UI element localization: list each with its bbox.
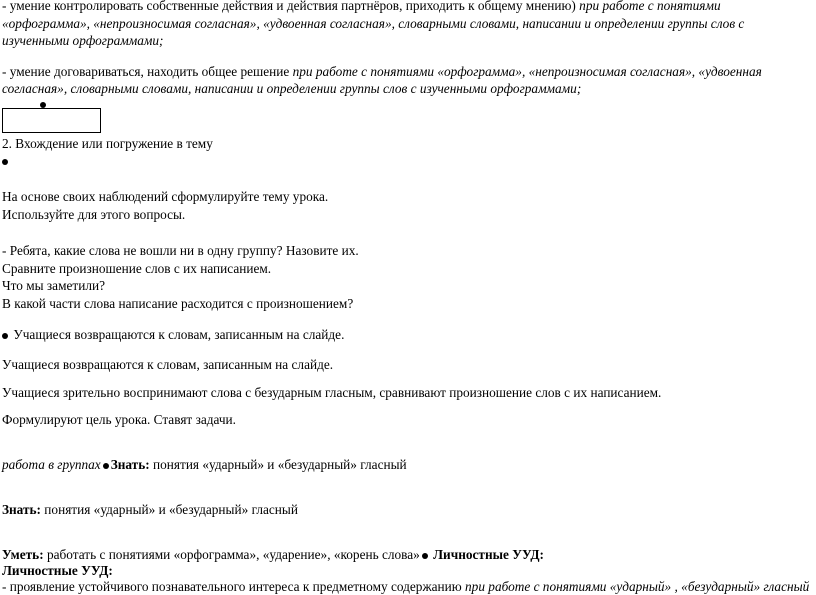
bullet-icon — [2, 333, 8, 339]
bullet-icon — [2, 152, 10, 169]
p2-italic: при работе с понятиями «орфограмма», «непроизносимая согласная», «удвоенная — [289, 64, 762, 79]
question-1: - Ребята, какие слова не вошли ни в одну группу? Назовите их. — [2, 243, 359, 258]
section-heading: 2. Вхождение или погружение в тему — [2, 136, 213, 151]
p2-line1 — [2, 63, 762, 80]
question-4: В какой части слова написание расходится с произношением? — [2, 296, 354, 311]
know-line: Знать: понятия «ударный» и «безударный» гласный — [2, 502, 298, 517]
personal-heading: Личностные УУД: — [2, 563, 113, 578]
question-3: Что мы заметили? — [2, 278, 105, 293]
student-line1: Учащиеся возвращаются к словам, записанным на слайде. — [2, 326, 344, 343]
skills-line: Уметь: работать с понятиями «орфограмма», «ударение», «корень слова» Личностные УУД: — [2, 547, 544, 562]
bullet-icon — [422, 553, 428, 559]
personal-line: - проявление устойчивого познавательного интереса к предметному содержанию при работе с понятиями «ударный» , «безударный» гласный — [2, 579, 810, 594]
bullet-icon — [103, 463, 109, 469]
question-2: Сравните произношение слов с их написанием. — [2, 261, 272, 276]
student-line3: Учащиеся зрительно воспринимают слова с безударным гласным, сравнивают произношение слов с их написанием. — [2, 385, 662, 400]
p1-line3: изученными орфограммами; — [2, 33, 164, 48]
p2-line2: согласная», словарными словами, написании и определении группы слов с изученными орфограммами; — [2, 81, 582, 96]
student-line4: Формулируют цель урока. Ставят задачи. — [2, 412, 236, 427]
p1-line2: «орфограмма», «непроизносимая согласная», «удвоенная согласная», словарными словами, написании и определении группы слов с — [2, 16, 745, 31]
p1-line1 — [2, 0, 721, 14]
task-line2: Используйте для этого вопросы. — [2, 207, 186, 222]
student-line2: Учащиеся возвращаются к словам, записанным на слайде. — [2, 357, 334, 372]
empty-box — [2, 108, 101, 133]
p2-text: - умение договариваться, находить общее решение — [2, 64, 290, 79]
p1-text: - умение контролировать собственные действия и действия партнёров, приходить к общему мнению) — [2, 0, 576, 13]
task-line1: На основе своих наблюдений сформулируйте тему урока. — [2, 189, 329, 204]
group-work-line: работа в группах Знать: понятия «ударный» и «безударный» гласный — [2, 457, 407, 472]
p1-italic: при работе с понятиями — [575, 0, 721, 13]
